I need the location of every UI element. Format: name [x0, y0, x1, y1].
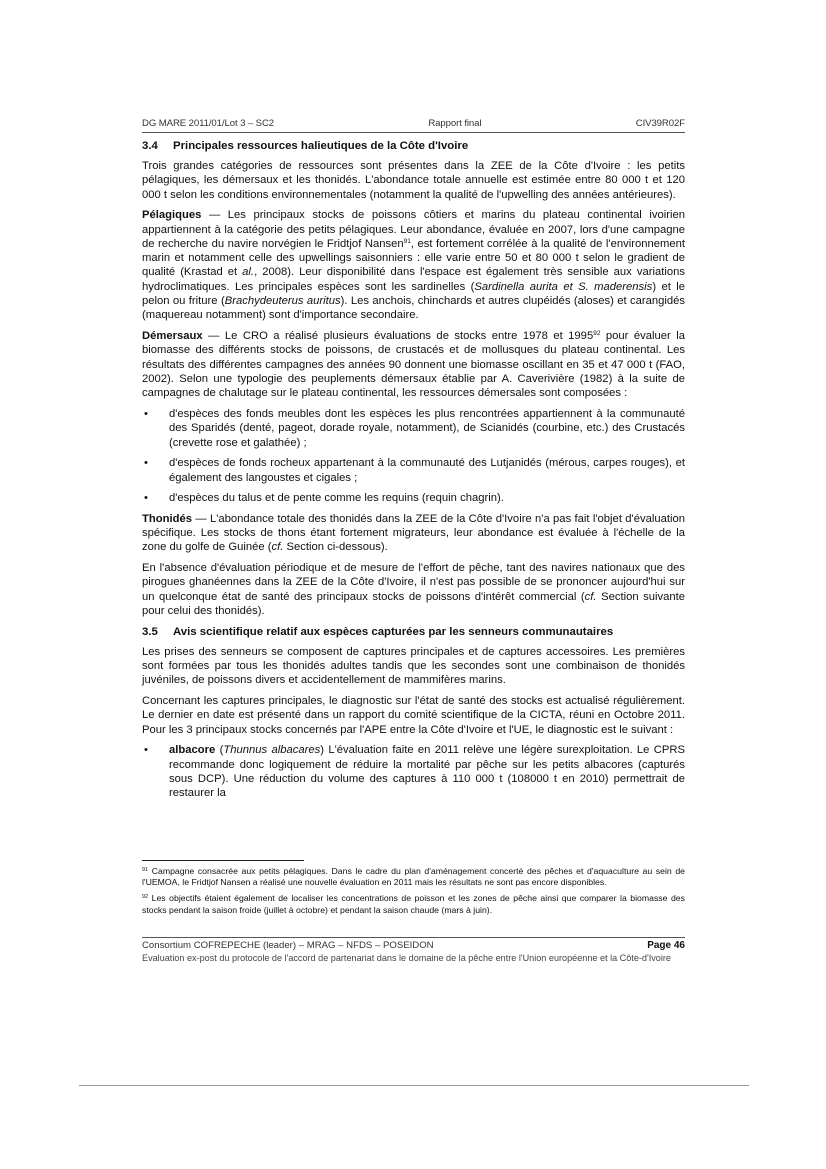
captures-paragraph: Les prises des senneurs se composent de captures principales et de captures accessoires. Les premières sont formées par tous les thonidés adultes tandis que les secondes sont une combinaison de thonidés juvéniles, de poissons divers et accidentellement de mammifères marins.	[142, 645, 685, 687]
main-content	[142, 139, 685, 807]
list-item: • d'espèces du talus et de pente comme les requins (requin chagrin).	[144, 492, 504, 505]
page-separator	[79, 1085, 749, 1086]
species-name: Brachydeuterus auritus	[224, 295, 341, 308]
demersaux-paragraph: Démersaux — Le CRO a réalisé plusieurs évaluations de stocks entre 1978 et 1995$^{92}$ pour évaluer la biomasse des différents stocks de poissons, de crustacés et de mollusques du plateau continental. Les résultats des différentes campagnes des années 90 donnent une biomasse oscillant en 35 et 47 000 t (FAO, 2002). Selon une typologie des peuplements démersaux établie par A. Caverivière (1982) à la suite de campagnes de chalutage sur le plateau continental, les ressources démersales sont composées :	[142, 330, 685, 400]
page-footer	[142, 940, 685, 951]
header-report-type: Rapport final	[428, 118, 482, 129]
section-number: 3.5	[142, 625, 158, 638]
bullet-icon: •	[144, 744, 148, 757]
thonides-paragraph: Thonidés — L'abondance totale des thonidés dans la ZEE de la Côte d'Ivoire n'a pas fait l'objet d'évaluation spécifique. Les stocks de thons étant fortement migrateurs, leur abondance est évaluée à l'échelle de la zone du golfe de Guinée (cf. Section ci-dessous).	[142, 512, 685, 554]
pelagiques-paragraph: Pélagiques — Les principaux stocks de poissons côtiers et marins du plateau continental ivoirien appartiennent à la catégorie des petits pélagiques. Leur abondance, évaluée en 2007, lors d'une campagne de recherche du navire norvégien le Fridtjof Nansen$^{91}$, est fortement corrélée à la qualité de l'environnement marin et notamment celle des upwellings saisonniers : elle varie entre 50 et 80 000 t selon le gradient de qualité (Krastad et al., 2008). Leur disponibilité dans l'espace est également très sensible aux variations hydroclimatiques. Les principales espèces sont les sardinelles (Sardinella aurita et S. maderensis) et le pelon ou friture (Brachydeuterus auritus). Les anchois, chinchards et autres clupéidés (aloses) et carangidés (maquereau notamment) sont d'importance secondaire.	[142, 209, 686, 322]
species-name: Thunnus albacares	[223, 744, 321, 757]
section-heading-3-5	[142, 625, 685, 639]
footer-divider	[142, 937, 685, 938]
intro-paragraph: Trois grandes catégories de ressources sont présentes dans la ZEE de la Côte d'Ivoire : les petits pélagiques, les démersaux et les thonidés. L'abondance totale annuelle est estimée entre 80 000 t et 120 000 t selon les conditions environnementales (notamment la qualité de l'upwelling des années antérieures).	[142, 160, 685, 201]
page-header	[142, 118, 685, 129]
page-number: Page 46	[647, 940, 685, 951]
demersaux-list	[142, 407, 685, 506]
section-title: Principales ressources halieutiques de la Côte d'Ivoire	[173, 140, 469, 152]
diagnostic-paragraph: Concernant les captures principales, le diagnostic sur l'état de santé des stocks est actualisé régulièrement. Le dernier en date est présenté dans un rapport du comité scientifique de la CICTA, réuni en Octobre 2011. Pour les 3 principaux stocks concernés par l'APE entre la Côte d'Ivoire et l'UE, le diagnostic est le suivant :	[142, 695, 685, 736]
stocks-list	[142, 743, 685, 800]
list-item: • albacore (Thunnus albacares) L'évaluation faite en 2011 relève une légère surexploitation. Le CPRS recommande donc logiquement de réduire la mortalité par pêche sur les petits albacores (capturés sous DCP). Une réduction du volume des captures à 110 000 t (108000 t en 2010) permettrait de restaurer la	[144, 744, 686, 800]
footnotes	[142, 866, 685, 921]
bullet-icon: •	[144, 407, 148, 420]
header-code: CIV39R02F	[635, 118, 685, 129]
albacore-label: albacore	[169, 744, 216, 757]
bullet-icon: •	[144, 457, 148, 470]
footnote-ref-91[interactable]: 91	[403, 237, 411, 245]
thonides-label: Thonidés	[142, 512, 192, 525]
footnote-92: $^{92}$ Les objectifs étaient également de localiser les concentrations de poisson et les zones de pêche ainsi que comparer la biomasse des stocks pendant la saison froide (juillet à octobre) et pendant la saison chaude (mars à juin).	[142, 893, 685, 915]
list-item: • d'espèces de fonds rocheux appartenant à la communauté des Lutjanidés (mérous, carpes rouges), et également des langoustes et cigales ;	[144, 457, 685, 484]
section-heading-3-4	[142, 139, 685, 153]
header-reference: DG MARE 2011/01/Lot 3 – SC2	[142, 118, 275, 129]
footnote-ref-92[interactable]: 92	[593, 330, 601, 338]
species-name: Sardinella aurita et S. maderensis	[474, 280, 653, 293]
footer-consortium: Consortium COFREPECHE (leader) – MRAG – NFDS – POSEIDON	[142, 940, 434, 951]
header-divider	[142, 132, 685, 133]
absence-paragraph: En l'absence d'évaluation périodique et de mesure de l'effort de pêche, tant des navires nationaux que des pirogues ghanéennes dans la ZEE de la Côte d'Ivoire, il n'est pas possible de se prononcer aujourd'hui sur un quelconque état de santé des principaux stocks de poissons d'intérêt commercial (cf. Section suivante pour celui des thonidés).	[142, 562, 685, 618]
footnote-91: $^{91}$ Campagne consacrée aux petits pélagiques. Dans le cadre du plan d'aménagement concerté des pêches et d'aquaculture au sein de l'UEMOA, le Fridtjof Nansen a réalisé une nouvelle évaluation en 2011 mais les résultats ne sont pas encore disponibles.	[142, 866, 685, 888]
pelagiques-label: Pélagiques	[142, 209, 202, 222]
section-number: 3.4	[142, 140, 158, 152]
list-item: • d'espèces des fonds meubles dont les espèces les plus rencontrées appartiennent à la communauté des Sparidés (denté, pageot, dorade royale, notamment), de Scianidés (courbine, etc.) des Crustacés (crevette rose et galathée) ;	[144, 407, 685, 449]
footnote-divider	[142, 860, 304, 861]
demersaux-label: Démersaux	[142, 330, 203, 343]
bullet-icon: •	[144, 492, 148, 505]
section-title: Avis scientifique relatif aux espèces capturées par les senneurs communautaires	[173, 625, 614, 638]
footer-subtitle: Evaluation ex-post du protocole de l'accord de partenariat dans le domaine de la pêche entre l'Union européenne et la Côte-d'Ivoire	[142, 953, 671, 963]
